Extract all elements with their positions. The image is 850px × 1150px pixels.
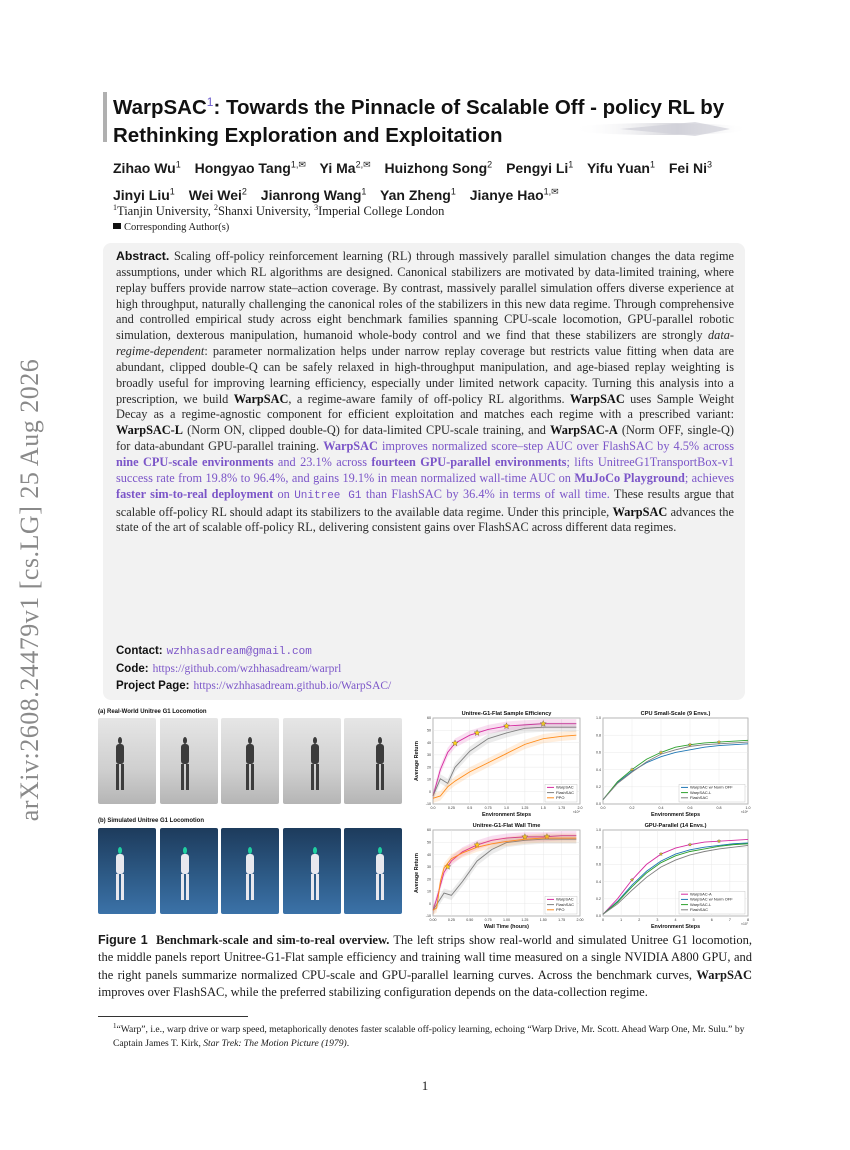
footnote-text: “Warp”, i.e., warp drive or warp speed, metaphorically denotes faster scalable off-policy learning, echoing “Warp Drive, Mr. Scott. Ahead Warp One, Mr. Sulu.” by Captain James T. Kirk, [113,1024,745,1049]
highlight-bold: nine CPU-scale environments [116,454,274,469]
warpsac-name: WarpSAC [570,391,625,406]
footnote-text: . [346,1037,350,1049]
title-footnote-mark[interactable]: 1 [206,95,214,109]
x-tick-label: 1.75 [558,806,566,810]
abstract-text: advances the state of the art of scalable off-policy RL, delivering consistent gains over FlashSAC across different data regimes. [116,504,734,535]
author-affil-mark: 2 [241,186,247,197]
author-text: Zihao Wu [113,159,176,176]
author-name [506,160,573,176]
author-text: Yi Ma [319,159,356,176]
author-text: Pengyi Li [506,159,569,176]
x-tick-label: 0.00 [429,918,437,922]
x-tick-label: 7 [728,918,731,922]
y-tick-label: 0.8 [596,845,601,850]
y-tick-label: 0 [429,789,431,794]
y-tick-label: 0.6 [596,750,601,755]
y-tick-label: 1.0 [596,716,601,721]
x-tick-label: 0.6 [687,806,693,810]
page-number: 1 [421,1078,429,1093]
author-name [470,187,559,203]
author-affil-mark: 1 [649,159,655,169]
author-text: Yifu Yuan [586,159,650,176]
contact-row [116,643,716,661]
y-tick-label: 50 [427,728,431,733]
x-tick-label: 2.0 [577,806,583,810]
author-name [669,160,712,176]
affil-mark: 3 [314,203,319,212]
y-tick-label: 0.6 [596,862,601,867]
legend-entry: FlashSAC [690,795,709,801]
author-affil-mark: 1 [450,186,456,197]
arxiv-id: arXiv:2608.24479v1 [cs.LG] 25 Aug 2026 [15,358,44,822]
y-axis-label: Average Return [414,853,420,893]
x-scale-note: ×10⁶ [740,810,748,814]
x-tick-label: 1.00 [503,918,510,922]
x-tick-label: 8 [747,918,749,922]
author-text: Huizhong Song [384,159,488,176]
highlight-text: on [273,486,295,501]
abstract-text: uses Sample Weight Decay as a regime-agnostic component for efficient exploitation and matches each regime with a prescribed variant: [116,391,734,422]
y-tick-label: 20 [427,877,431,882]
y-tick-label: 20 [427,765,431,770]
y-tick-label: 0.2 [596,785,601,789]
x-tick-label: 6 [710,918,713,922]
chart-title: Unitree-G1-Flat Wall Time [472,823,541,829]
x-tick-label: 5 [692,918,695,922]
y-axis-label: Average Return [414,741,420,781]
highlight-text: ; achieves [684,470,734,485]
chart-g1-sample-efficiency [411,708,586,818]
x-tick-label: 0.25 [447,806,455,810]
contact-email-link[interactable]: wzhhasadream@gmail.com [166,646,312,658]
author-affil-mark: 3 [707,159,713,169]
warpsac-a-name: WarpSAC-A [550,423,618,438]
author-name [380,187,456,203]
x-axis-label: Wall Time (hours) [484,924,529,930]
legend-box [679,891,745,914]
legend-entry: PPO [556,795,565,801]
x-tick-label: 2.00 [576,918,584,922]
author-name [320,160,371,176]
author-text: Jianye Hao [469,187,544,204]
figure-1 [96,708,756,930]
affil-name: Shanxi University, [218,204,315,219]
author-name [113,160,181,176]
x-tick-label: 0.0 [600,806,606,810]
x-tick-label: 1.75 [558,918,566,922]
x-tick-label: 0.4 [658,806,664,810]
x-axis-label: Environment Steps [650,812,701,818]
x-tick-label: 1 [620,918,623,922]
caption-text: improves over FlashSAC, while the preferred stabilizing configuration depends on the data-collection regime. [98,984,648,999]
y-tick-label: 0.0 [596,914,601,919]
code-row [116,661,716,678]
x-tick-label: 0.2 [629,806,635,810]
y-tick-label: 0 [429,901,431,906]
robot-figure [375,737,384,790]
robot-figure [310,847,319,900]
warpsac-name: WarpSAC [612,504,668,519]
warpsac-name: WarpSAC [233,391,289,406]
author-name [195,160,306,176]
abstract [116,249,734,536]
sim-robot-frame [98,828,156,914]
author-text: Jinyi Liu [113,187,170,204]
affil-name: Imperial College London [318,204,445,219]
panel-b-label: (b) Simulated Unitree G1 Locomotion [98,818,205,824]
figure-caption [98,932,752,1001]
author-text: Yan Zheng [380,187,451,204]
y-tick-label: 10 [427,777,431,782]
real-robot-frame [344,718,402,804]
robot-figure [245,847,254,900]
x-scale-note: ×10⁷ [741,922,748,926]
abstract-text: (Norm ON, clipped double-Q) for data-limited CPU-scale training, and [182,423,551,438]
highlight-text: improves normalized score–step AUC over FlashSAC by 4.5% across [377,439,734,454]
sim-robot-frame [221,828,279,914]
contact-label: Contact: [116,645,163,657]
x-tick-label: 1.0 [745,806,751,810]
title-bar [103,92,107,142]
author-text: Jianrong Wang [260,187,362,204]
links-block [116,643,716,695]
legend-entry: PPO [556,907,565,913]
x-tick-label: 1.0 [504,806,509,810]
legend-entry: FlashSAC [556,901,575,907]
y-tick-label: 40 [427,852,431,857]
warpsac-l-name: WarpSAC-L [116,423,183,438]
footnote-rule [98,1016,248,1017]
y-tick-label: 30 [427,865,431,870]
y-tick-label: 0.0 [596,802,601,807]
abstract-text: Scaling off-policy reinforcement learning (RL) through massively parallel simulation changes the data regime assumptions, under which RL algorithms are designed. Canonical stabilizers are motivated by data-limited training, where replay buffers provide narrow state–action coverage. By contrast, massively parallel simulation offers diverse experience at high throughput, naturally challenging the canonical roles of the stabilizers in this new data regime. Through comprehensive and controlled empirical study across eight benchmark families spanning CPU-scale locomotion, GPU-parallel robotic simulation, dexterous manipulation, humanoid whole-body control and we find that these stabilizers are strongly [116,249,734,343]
legend-entry: WarpSAC-L [690,901,712,907]
project-link[interactable]: https://wzhhasadream.github.io/WarpSAC/ [193,680,392,692]
y-tick-label: 60 [427,716,431,721]
robot-figure [115,737,124,790]
robot-figure [115,847,124,900]
author-affil-mark: 2,✉ [355,159,371,169]
footnote-emphasis: Star Trek: The Motion Picture (1979) [203,1037,347,1049]
paper-title [113,88,773,150]
sim-robot-frame [160,828,218,914]
author-affil-mark: 1 [568,159,574,169]
x-tick-label: 0.50 [466,918,474,922]
code-label: Code: [116,663,149,675]
y-tick-label: 10 [427,889,431,894]
x-tick-label: 0.75 [484,806,492,810]
caption-label: Figure 1 [98,933,148,947]
highlight-bold: faster sim-to-real deployment [116,486,274,501]
abstract-text: , a regime-aware family of off-policy RL algorithms. [288,391,571,406]
author-affil-mark: 1,✉ [543,186,559,197]
author-name [113,187,175,203]
y-tick-label: -10 [425,914,431,919]
affil-name: Tianjin University, [117,204,214,219]
robot-figure [180,847,189,900]
footnote-mark: 1 [113,1022,117,1030]
author-affil-mark: 1,✉ [290,159,306,169]
abstract-text: : parameter normalization helps under narrow replay coverage but restricts value fitting when data are abundant, clipped double-Q can be safely relaxed in high-throughput manipulation, and age-biased replay weighting is broadly useful for improving learning efficiency, especially under limited network capacity. Turning this analysis into a prescription, we build [116,344,734,406]
x-scale-note: ×10⁸ [572,810,580,814]
real-robot-frame [160,718,218,804]
author-affil-mark: 1 [361,186,367,197]
y-tick-label: 40 [427,740,431,745]
real-robot-frame [98,718,156,804]
legend-entry: WarpSAC w/ Norm OFF [690,896,733,902]
x-axis-label: Environment Steps [650,924,701,930]
y-tick-label: 50 [427,840,431,845]
abstract-emphasis: data-regime-dependent [116,328,734,359]
abstract-text: (Norm OFF, single-Q) for data-abundant GPU-parallel training. [116,423,734,454]
y-tick-label: 60 [427,828,431,833]
x-axis-label: Environment Steps [481,812,532,818]
chart-cpu-small-scale [589,708,754,818]
author-name [385,160,493,176]
corresponding-note [113,222,229,233]
real-robot-frame [283,718,341,804]
chart-g1-wall-time [411,820,586,930]
caption-bold: Benchmark-scale and sim-to-real overview. [156,933,390,947]
abstract-label: Abstract. [116,249,170,263]
x-tick-label: 0.0 [430,806,436,810]
chart-gpu-parallel [589,820,754,930]
author-name [261,187,367,203]
author-affil-mark: 1 [175,159,181,169]
x-tick-label: 0.5 [467,806,473,810]
y-tick-label: 0.8 [596,733,601,738]
chart-title: Unitree-G1-Flat Sample Efficiency [461,711,552,717]
author-affil-mark: 2 [487,159,493,169]
highlight-bold: fourteen GPU-parallel environments [371,454,567,469]
x-tick-label: 1.5 [540,806,546,810]
affil-mark: 1 [113,203,117,212]
chart-title: GPU-Parallel (14 Envs.) [644,823,707,829]
arxiv-sidebar [6,320,54,860]
code-link[interactable]: https://github.com/wzhhasadream/warprl [152,663,342,675]
footnote [113,1020,753,1050]
y-tick-label: 0.4 [596,767,601,772]
highlight-mono: Unitree G1 [294,489,362,502]
chart-title: CPU Small-Scale (9 Envs.) [640,711,711,717]
x-tick-label: 1.25 [521,918,529,922]
y-tick-label: 1.0 [596,828,601,833]
highlight-text: than FlashSAC by 36.4% in terms of wall time. [361,486,610,501]
x-tick-label: 0 [602,918,604,922]
legend-entry: WarpSAC-L [690,789,712,795]
project-label: Project Page: [116,680,190,692]
robot-figure [245,737,254,790]
x-tick-label: 4 [674,918,677,922]
project-row [116,678,716,695]
legend-entry: FlashSAC [690,907,709,913]
x-tick-label: 3 [656,918,659,922]
x-tick-label: 0.25 [447,918,455,922]
robot-figure [180,737,189,790]
real-robot-frame [221,718,279,804]
title-rest: : Towards the Pinnacle of Scalable Off - policy RL by Rethinking Exploration and Exploitation [113,95,725,147]
highlight-text: ; lifts UnitreeG1TransportBox-v1 success rate from 19.8% to 96.4%, and gains 19.1% in mean normalized wall-time AUC on [116,454,735,485]
y-tick-label: -10 [425,802,431,807]
x-tick-label: 2 [638,918,641,922]
abstract-text: These results argue that scalable off-policy RL should adapt its stabilizers to the available data regime. Under this principle, [116,486,735,519]
x-tick-label: 1.25 [521,806,529,810]
x-tick-label: 0.8 [716,806,722,810]
y-tick-label: 30 [427,753,431,758]
warpsac-name: WarpSAC [696,967,752,982]
sim-robot-frame [344,828,402,914]
corresponding-text: Corresponding Author(s) [124,222,230,233]
robot-figure [310,737,319,790]
highlight-bold: MuJoCo Playground [574,470,685,485]
warpsac-name: WarpSAC [323,439,378,454]
sim-robot-frame [283,828,341,914]
affil-mark: 2 [214,203,218,212]
author-name [189,187,247,203]
title-main: WarpSAC [113,95,207,119]
highlight-text: and 23.1% across [273,454,372,469]
robot-figure [375,847,384,900]
legend-entry: WarpSAC w/ Norm OFF [690,784,733,790]
author-text: Wei Wei [188,187,242,204]
author-text: Fei Ni [668,159,707,176]
legend-entry: WarpSAC-A [690,891,712,897]
author-name [587,160,655,176]
legend-entry: WarpSAC [556,896,574,902]
caption-text: The left strips show real-world and simulated Unitree G1 locomotion, the middle panels report Unitree-G1-Flat sample efficiency and training wall time measured on a single NVIDIA A800 GPU, and the right panels summarize normalized CPU-scale and GPU-parallel learning curves. Across the benchmark curves, [98,933,753,982]
author-text: Hongyao Tang [194,159,291,176]
author-list [113,152,793,207]
legend-entry: FlashSAC [556,789,575,795]
x-tick-label: 1.50 [539,918,547,922]
x-tick-label: 0.75 [484,918,492,922]
affiliations [113,203,444,219]
author-affil-mark: 1 [169,186,175,197]
y-tick-label: 0.4 [596,879,601,884]
legend-entry: WarpSAC [556,784,574,790]
mail-icon [113,223,121,229]
panel-a-label: (a) Real-World Unitree G1 Locomotion [98,709,207,715]
y-tick-label: 0.2 [596,897,601,901]
